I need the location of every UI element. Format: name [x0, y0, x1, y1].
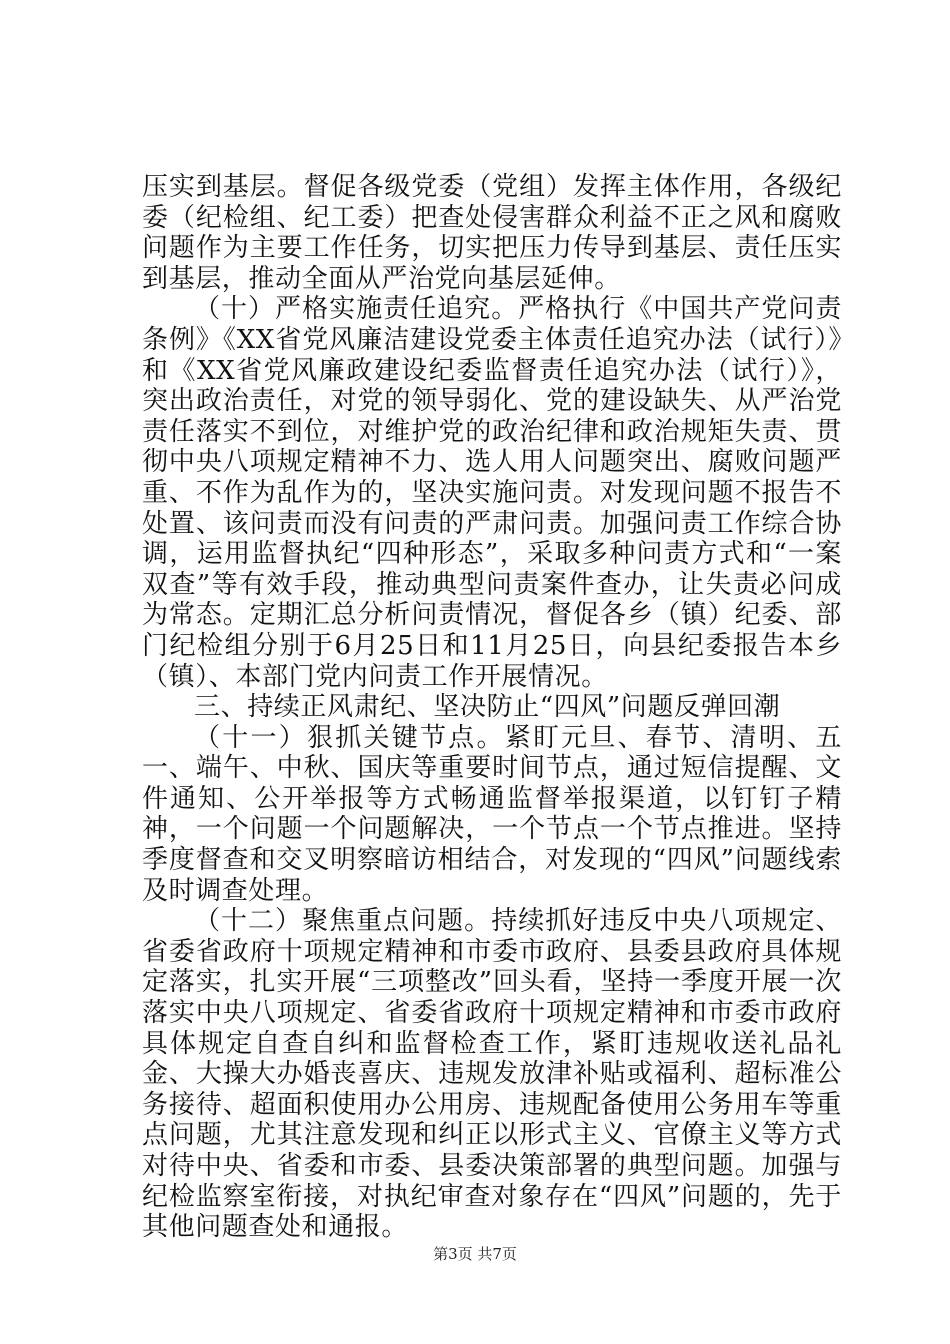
- paragraph-section-10: （十）严格实施责任追究。严格执行《中国共产党问责条例》《XX省党风廉洁建设党委主体责任追究办法（试行）》和《XX省党风廉政建设纪委监督责任追究办法（试行）》，突出政治责任，对党的领导弱化、党的建设缺失、从严治党责任落实不到位，对维护党的政治纪律和政治规矩失责、贯彻中央八项规定精神不力、选人用人问题突出、腐败问题严重、不作为乱作为的，坚决实施问责。对发现问题不报告不处置、该问责而没有问责的严肃问责。加强问责工作综合协调，运用监督执纪“四种形态”，采取多种问责方式和“一案双查”等有效手段，推动典型问责案件查办，让失责必问成为常态。定期汇总分析问责情况，督促各乡（镇）纪委、部门纪检组分别于6月25日和11月25日，向县纪委报告本乡（镇）、本部门党内问责工作开展情况。: [142, 294, 842, 692]
- paragraph-section-12: （十二）聚焦重点问题。持续抓好违反中央八项规定、省委省政府十项规定精神和市委市政府、县委县政府具体规定落实，扎实开展“三项整改”回头看，坚持一季度开展一次落实中央八项规定、省委省政府十项规定精神和市委市政府具体规定自查自纠和监督检查工作，紧盯违规收送礼品礼金、大操大办婚丧喜庆、违规发放津补贴或福利、超标准公务接待、超面积使用办公用房、违规配备使用公务用车等重点问题，尤其注意发现和纠正以形式主义、官僚主义等方式对待中央、省委和市委、县委决策部署的典型问题。加强与纪检监察室衔接，对执纪审查对象存在“四风”问题的，先于其他问题查处和通报。: [142, 906, 842, 1243]
- page-footer: 第3页 共7页: [433, 1245, 517, 1263]
- document-body: [142, 172, 842, 1243]
- section-heading-3: 三、持续正风肃纪、坚决防止“四风”问题反弹回潮: [194, 692, 781, 723]
- paragraph-section-11: （十一）狠抓关键节点。紧盯元旦、春节、清明、五一、端午、中秋、国庆等重要时间节点，通过短信提醒、文件通知、公开举报等方式畅通监督举报渠道，以钉钉子精神，一个问题一个问题解决，一个节点一个节点推进。坚持季度督查和交叉明察暗访相结合，对发现的“四风”问题线索及时调查处理。: [142, 722, 842, 906]
- paragraph-continuation: 压实到基层。督促各级党委（党组）发挥主体作用，各级纪委（纪检组、纪工委）把查处侵害群众利益不正之风和腐败问题作为主要工作任务，切实把压力传导到基层、责任压实到基层，推动全面从严治党向基层延伸。: [142, 172, 842, 294]
